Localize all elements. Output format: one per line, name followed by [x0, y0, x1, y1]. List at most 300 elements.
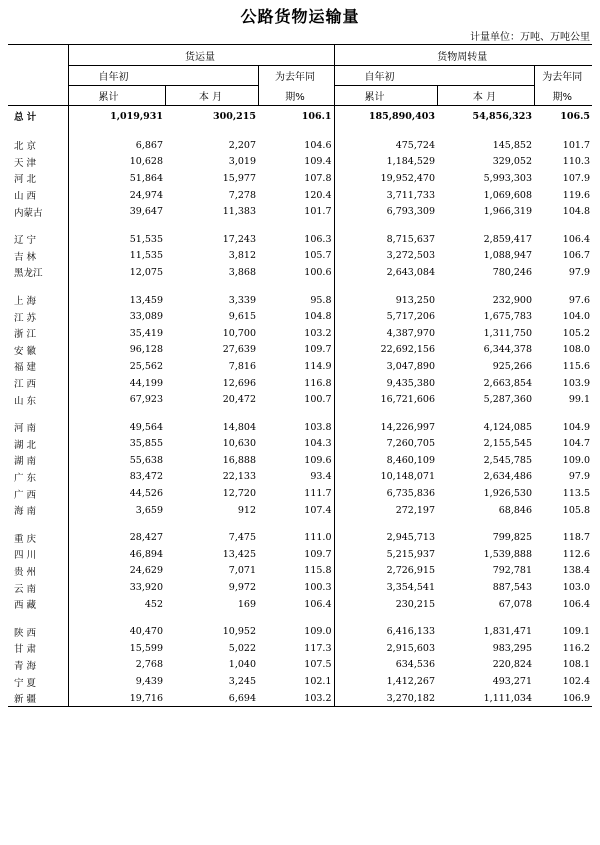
turnover-ytd-cell: 6,793,309	[334, 203, 437, 220]
header-turnover: 货物周转量	[334, 45, 592, 66]
spacer-cell	[534, 220, 592, 231]
spacer-cell	[258, 220, 334, 231]
turnover-yoy-cell: 112.6	[562, 548, 590, 560]
turnover-month-cell: 1,831,471	[483, 626, 532, 638]
turnover-ytd-cell: 2,945,713	[334, 529, 437, 546]
turnover-month-cell: 2,859,417	[483, 233, 532, 245]
freight-month-cell: 169	[237, 598, 256, 610]
region-name: 青 海	[14, 660, 37, 672]
turnover-month-cell: 54,856,323	[472, 110, 532, 122]
table-row	[8, 596, 592, 613]
freight-ytd-cell: 12,075	[68, 264, 165, 281]
table-row	[8, 264, 592, 281]
turnover-month-cell: 887,543	[492, 582, 532, 594]
freight-month-cell: 3,019	[228, 156, 256, 168]
spacer-cell	[534, 281, 592, 292]
table-row	[8, 292, 592, 309]
freight-ytd-cell: 19,716	[68, 690, 165, 707]
region-name: 湖 北	[14, 439, 37, 451]
header-freight-month: 本 月	[165, 86, 258, 106]
turnover-month-cell: 799,825	[492, 532, 532, 544]
region-name: 福 建	[14, 362, 37, 374]
turnover-ytd-cell: 19,952,470	[334, 170, 437, 187]
freight-ytd-cell: 51,864	[68, 170, 165, 187]
turnover-month-cell: 1,088,947	[483, 250, 532, 262]
group-spacer	[8, 220, 592, 231]
header-freight: 货运量	[68, 45, 334, 66]
freight-ytd-cell: 25,562	[68, 358, 165, 375]
freight-yoy-cell: 107.8	[304, 172, 332, 184]
turnover-yoy-cell: 116.2	[562, 642, 590, 654]
spacer-cell	[8, 220, 68, 231]
turnover-month-cell: 792,781	[492, 565, 532, 577]
turnover-yoy-cell: 107.9	[562, 172, 590, 184]
group-spacer	[8, 518, 592, 529]
freight-ytd-cell: 2,768	[68, 657, 165, 674]
turnover-yoy-cell: 115.6	[562, 360, 590, 372]
table-row-total	[8, 106, 592, 127]
region-name: 天 津	[14, 157, 37, 169]
table-row	[8, 391, 592, 408]
turnover-ytd-cell: 5,215,937	[334, 546, 437, 563]
freight-month-cell: 14,804	[222, 421, 256, 433]
turnover-ytd-cell: 3,711,733	[334, 187, 437, 204]
freight-yoy-cell: 103.8	[304, 421, 332, 433]
table-row	[8, 485, 592, 502]
table-row	[8, 170, 592, 187]
freight-ytd-cell: 35,419	[68, 325, 165, 342]
freight-ytd-cell: 11,535	[68, 248, 165, 265]
turnover-yoy-cell: 103.0	[562, 582, 590, 594]
spacer-cell	[258, 126, 334, 137]
table-row	[8, 375, 592, 392]
freight-month-cell: 3,339	[228, 294, 256, 306]
spacer-cell	[165, 408, 258, 419]
freight-yoy-cell: 102.1	[304, 676, 332, 688]
region-name: 云 南	[14, 583, 37, 595]
freight-yoy-cell: 111.7	[304, 488, 332, 500]
table-row	[8, 563, 592, 580]
freight-ytd-cell: 44,199	[68, 375, 165, 392]
table-row	[8, 452, 592, 469]
spacer-cell	[165, 126, 258, 137]
turnover-ytd-cell: 230,215	[334, 596, 437, 613]
page-title: 公路货物运输量	[240, 7, 360, 26]
freight-month-cell: 27,639	[222, 344, 256, 356]
turnover-month-cell: 5,993,303	[483, 172, 532, 184]
freight-yoy-cell: 111.0	[304, 532, 332, 544]
freight-ytd-cell: 24,974	[68, 187, 165, 204]
freight-ytd-cell: 24,629	[68, 563, 165, 580]
region-name: 总 计	[14, 112, 37, 123]
turnover-month-cell: 5,287,360	[483, 394, 532, 406]
region-name: 陕 西	[14, 627, 37, 639]
table-row	[8, 325, 592, 342]
region-name: 河 北	[14, 174, 37, 186]
region-name: 内蒙古	[14, 207, 43, 219]
freight-month-cell: 7,071	[228, 565, 256, 577]
freight-yoy-cell: 100.6	[304, 266, 332, 278]
table-row	[8, 203, 592, 220]
turnover-ytd-cell: 22,692,156	[334, 342, 437, 359]
table-row	[8, 342, 592, 359]
turnover-ytd-cell: 913,250	[334, 292, 437, 309]
header-region-cell	[8, 45, 68, 66]
freight-ytd-cell: 49,564	[68, 419, 165, 436]
turnover-ytd-cell: 272,197	[334, 502, 437, 519]
spacer-cell	[68, 281, 165, 292]
turnover-month-cell: 1,069,608	[483, 189, 532, 201]
table-row	[8, 469, 592, 486]
turnover-month-cell: 67,078	[498, 598, 532, 610]
group-spacer	[8, 281, 592, 292]
freight-yoy-cell: 103.2	[258, 690, 334, 707]
turnover-ytd-cell: 16,721,606	[334, 391, 437, 408]
freight-yoy-cell: 109.7	[304, 344, 332, 356]
freight-yoy-cell: 115.8	[304, 565, 332, 577]
turnover-yoy-cell: 108.1	[562, 659, 590, 671]
freight-ytd-cell: 13,459	[68, 292, 165, 309]
header-freight-yoy-unit: 期%	[258, 86, 334, 106]
region-name: 吉 林	[14, 251, 37, 263]
turnover-yoy-cell: 104.7	[562, 438, 590, 450]
turnover-yoy-cell: 102.4	[562, 676, 590, 688]
turnover-ytd-cell: 7,260,705	[334, 436, 437, 453]
freight-table	[8, 44, 592, 707]
region-name: 江 西	[14, 379, 37, 391]
region-name: 河 南	[14, 423, 37, 435]
region-name: 广 东	[14, 472, 37, 484]
spacer-cell	[68, 408, 165, 419]
turnover-yoy-cell: 105.2	[562, 327, 590, 339]
turnover-month-cell: 220,824	[492, 659, 532, 671]
freight-month-cell: 1,040	[228, 659, 256, 671]
turnover-yoy-cell: 101.7	[562, 139, 590, 151]
turnover-ytd-cell: 6,416,133	[334, 623, 437, 640]
turnover-yoy-cell: 118.7	[562, 532, 590, 544]
spacer-cell	[334, 126, 437, 137]
turnover-month-cell: 983,295	[492, 642, 532, 654]
freight-ytd-cell: 33,920	[68, 579, 165, 596]
group-spacer	[8, 408, 592, 419]
table-body	[8, 106, 592, 707]
region-name: 甘 肃	[14, 644, 37, 656]
header-freight-cumulative: 累计	[68, 86, 165, 106]
turnover-ytd-cell: 2,915,603	[334, 640, 437, 657]
turnover-ytd-cell: 10,148,071	[334, 469, 437, 486]
freight-yoy-cell: 105.7	[304, 250, 332, 262]
turnover-month-cell: 232,900	[492, 294, 532, 306]
spacer-cell	[68, 220, 165, 231]
spacer-cell	[334, 612, 437, 623]
spacer-cell	[68, 518, 165, 529]
region-name: 北 京	[14, 141, 37, 153]
freight-ytd-cell: 10,628	[68, 154, 165, 171]
freight-yoy-cell: 93.4	[310, 471, 332, 483]
freight-month-cell: 10,630	[222, 438, 256, 450]
region-name: 山 东	[14, 395, 37, 407]
turnover-month-cell: 2,545,785	[483, 454, 532, 466]
turnover-ytd-cell: 634,536	[334, 657, 437, 674]
freight-yoy-cell: 103.2	[304, 327, 332, 339]
turnover-yoy-cell: 105.8	[562, 504, 590, 516]
freight-month-cell: 12,720	[222, 488, 256, 500]
turnover-ytd-cell: 4,387,970	[334, 325, 437, 342]
spacer-cell	[165, 281, 258, 292]
spacer-cell	[258, 612, 334, 623]
region-name: 上 海	[14, 296, 37, 308]
freight-month-cell: 13,425	[222, 548, 256, 560]
table-row	[8, 248, 592, 265]
spacer-cell	[437, 281, 534, 292]
freight-month-cell: 2,207	[228, 139, 256, 151]
region-name: 山 西	[14, 191, 37, 203]
turnover-ytd-cell: 14,226,997	[334, 419, 437, 436]
turnover-month-cell: 329,052	[492, 156, 532, 168]
turnover-yoy-cell: 99.1	[568, 394, 590, 406]
freight-ytd-cell: 6,867	[68, 137, 165, 154]
freight-ytd-cell: 67,923	[68, 391, 165, 408]
freight-yoy-cell: 106.3	[304, 233, 332, 245]
turnover-yoy-cell: 119.6	[562, 189, 590, 201]
spacer-cell	[334, 408, 437, 419]
freight-ytd-cell: 51,535	[68, 231, 165, 248]
freight-ytd-cell: 35,855	[68, 436, 165, 453]
spacer-cell	[437, 518, 534, 529]
region-name: 西 藏	[14, 600, 37, 612]
freight-ytd-cell: 39,647	[68, 203, 165, 220]
freight-yoy-cell: 95.8	[310, 294, 332, 306]
turnover-month-cell: 68,846	[498, 504, 532, 516]
turnover-yoy-cell: 97.9	[568, 471, 590, 483]
turnover-ytd-cell: 3,272,503	[334, 248, 437, 265]
turnover-month-cell: 6,344,378	[483, 344, 532, 356]
freight-ytd-cell: 83,472	[68, 469, 165, 486]
turnover-month-cell: 2,634,486	[483, 471, 532, 483]
spacer-cell	[334, 518, 437, 529]
turnover-yoy-cell: 106.4	[562, 233, 590, 245]
spacer-cell	[437, 220, 534, 231]
freight-yoy-cell: 106.1	[301, 110, 332, 122]
table-row	[8, 657, 592, 674]
table-row	[8, 579, 592, 596]
freight-month-cell: 7,816	[228, 360, 256, 372]
spacer-cell	[165, 612, 258, 623]
freight-yoy-cell: 109.6	[304, 454, 332, 466]
table-row	[8, 419, 592, 436]
turnover-yoy-cell: 97.6	[568, 294, 590, 306]
freight-yoy-cell: 107.4	[304, 504, 332, 516]
turnover-month-cell: 1,926,530	[483, 488, 532, 500]
spacer-cell	[8, 518, 68, 529]
spacer-cell	[534, 126, 592, 137]
spacer-cell	[437, 408, 534, 419]
spacer-cell	[8, 408, 68, 419]
turnover-yoy-cell: 106.4	[562, 598, 590, 610]
table-row	[8, 623, 592, 640]
turnover-yoy-cell: 108.0	[562, 344, 590, 356]
freight-yoy-cell: 114.9	[304, 360, 332, 372]
freight-yoy-cell: 117.3	[304, 642, 332, 654]
table-row	[8, 187, 592, 204]
freight-yoy-cell: 116.8	[304, 377, 332, 389]
turnover-ytd-cell: 3,270,182	[334, 690, 437, 707]
turnover-month-cell: 1,675,783	[483, 311, 532, 323]
header-turnover-yoy-unit: 期%	[534, 86, 592, 106]
region-name: 海 南	[14, 506, 37, 518]
turnover-ytd-cell: 8,715,637	[334, 231, 437, 248]
freight-yoy-cell: 104.3	[304, 438, 332, 450]
turnover-yoy-cell: 109.1	[562, 626, 590, 638]
turnover-yoy-cell: 106.7	[562, 250, 590, 262]
freight-yoy-cell: 109.7	[304, 548, 332, 560]
freight-yoy-cell: 100.3	[304, 582, 332, 594]
spacer-cell	[534, 612, 592, 623]
freight-ytd-cell: 1,019,931	[68, 106, 165, 127]
table-row	[8, 358, 592, 375]
table-row	[8, 690, 592, 707]
freight-ytd-cell: 33,089	[68, 308, 165, 325]
table-row	[8, 436, 592, 453]
region-name: 宁 夏	[14, 677, 37, 689]
spacer-cell	[258, 281, 334, 292]
turnover-month-cell: 1,311,750	[483, 327, 532, 339]
turnover-month-cell: 1,966,319	[483, 206, 532, 218]
header-blank	[8, 66, 68, 86]
turnover-ytd-cell: 185,890,403	[334, 106, 437, 127]
freight-month-cell: 22,133	[222, 471, 256, 483]
freight-month-cell: 17,243	[222, 233, 256, 245]
region-name: 新 疆	[8, 690, 68, 707]
freight-yoy-cell: 109.4	[304, 156, 332, 168]
freight-ytd-cell: 55,638	[68, 452, 165, 469]
turnover-yoy-cell: 104.9	[562, 421, 590, 433]
freight-yoy-cell: 120.4	[304, 189, 332, 201]
turnover-month-cell: 780,246	[492, 266, 532, 278]
spacer-cell	[8, 281, 68, 292]
freight-month-cell: 10,700	[222, 327, 256, 339]
freight-month-cell: 912	[237, 504, 256, 516]
turnover-yoy-cell: 109.0	[562, 454, 590, 466]
turnover-ytd-cell: 2,726,915	[334, 563, 437, 580]
header-turnover-month: 本 月	[437, 86, 534, 106]
table-row	[8, 673, 592, 690]
table-row	[8, 529, 592, 546]
freight-ytd-cell: 9,439	[68, 673, 165, 690]
turnover-yoy-cell: 97.9	[568, 266, 590, 278]
turnover-ytd-cell: 6,735,836	[334, 485, 437, 502]
turnover-yoy-cell: 104.0	[562, 311, 590, 323]
spacer-cell	[8, 612, 68, 623]
table-row	[8, 502, 592, 519]
freight-month-cell: 10,952	[222, 626, 256, 638]
turnover-yoy-cell: 106.5	[560, 110, 590, 122]
turnover-month-cell: 493,271	[492, 676, 532, 688]
region-name: 安 徽	[14, 345, 37, 357]
turnover-month-cell: 2,155,545	[483, 438, 532, 450]
turnover-month-cell: 1,111,034	[437, 690, 534, 707]
spacer-cell	[534, 518, 592, 529]
spacer-cell	[334, 220, 437, 231]
region-name: 浙 江	[14, 329, 37, 341]
spacer-cell	[8, 126, 68, 137]
turnover-month-cell: 2,663,854	[483, 377, 532, 389]
freight-month-cell: 9,615	[228, 311, 256, 323]
turnover-ytd-cell: 1,412,267	[334, 673, 437, 690]
region-name: 广 西	[14, 489, 37, 501]
spacer-cell	[68, 126, 165, 137]
turnover-yoy-cell: 113.5	[562, 488, 590, 500]
turnover-ytd-cell: 9,435,380	[334, 375, 437, 392]
turnover-ytd-cell: 475,724	[334, 137, 437, 154]
freight-month-cell: 3,245	[228, 676, 256, 688]
header-turnover-yoy: 为去年同	[534, 66, 592, 86]
freight-yoy-cell: 106.4	[304, 598, 332, 610]
freight-yoy-cell: 104.8	[304, 311, 332, 323]
freight-yoy-cell: 100.7	[304, 394, 332, 406]
turnover-ytd-cell: 3,047,890	[334, 358, 437, 375]
turnover-month-cell: 925,266	[492, 360, 532, 372]
region-name: 湖 南	[14, 456, 37, 468]
freight-ytd-cell: 40,470	[68, 623, 165, 640]
freight-ytd-cell: 452	[68, 596, 165, 613]
table-row	[8, 546, 592, 563]
header-freight-yoy: 为去年同	[258, 66, 334, 86]
spacer-cell	[437, 126, 534, 137]
region-name: 黑龙江	[14, 268, 43, 280]
spacer-cell	[165, 518, 258, 529]
spacer-cell	[165, 220, 258, 231]
group-spacer	[8, 612, 592, 623]
spacer-cell	[68, 612, 165, 623]
freight-month-cell: 6,694	[165, 690, 258, 707]
turnover-yoy-cell: 103.9	[562, 377, 590, 389]
freight-yoy-cell: 109.0	[304, 626, 332, 638]
spacer-cell	[437, 612, 534, 623]
freight-month-cell: 300,215	[213, 110, 256, 122]
freight-month-cell: 16,888	[222, 454, 256, 466]
header-freight-ytd: 自年初	[68, 66, 258, 86]
header-turnover-ytd: 自年初	[334, 66, 534, 86]
turnover-yoy-cell: 110.3	[562, 156, 590, 168]
turnover-ytd-cell: 5,717,206	[334, 308, 437, 325]
freight-month-cell: 3,868	[228, 266, 256, 278]
turnover-yoy-cell: 106.9	[534, 690, 592, 707]
freight-table-container	[8, 44, 592, 707]
spacer-cell	[258, 408, 334, 419]
region-name: 辽 宁	[14, 235, 37, 247]
freight-month-cell: 7,278	[228, 189, 256, 201]
spacer-cell	[334, 281, 437, 292]
table-row	[8, 231, 592, 248]
freight-yoy-cell: 104.6	[304, 139, 332, 151]
table-row	[8, 308, 592, 325]
freight-ytd-cell: 3,659	[68, 502, 165, 519]
turnover-month-cell: 145,852	[492, 139, 532, 151]
header-blank	[8, 86, 68, 106]
freight-month-cell: 9,972	[228, 582, 256, 594]
region-name: 重 庆	[14, 533, 37, 545]
table-row	[8, 154, 592, 171]
spacer-cell	[534, 408, 592, 419]
freight-month-cell: 20,472	[222, 394, 256, 406]
table-header	[8, 45, 592, 106]
turnover-ytd-cell: 8,460,109	[334, 452, 437, 469]
group-spacer	[8, 126, 592, 137]
turnover-month-cell: 4,124,085	[483, 421, 532, 433]
freight-ytd-cell: 15,599	[68, 640, 165, 657]
freight-month-cell: 11,383	[222, 206, 256, 218]
